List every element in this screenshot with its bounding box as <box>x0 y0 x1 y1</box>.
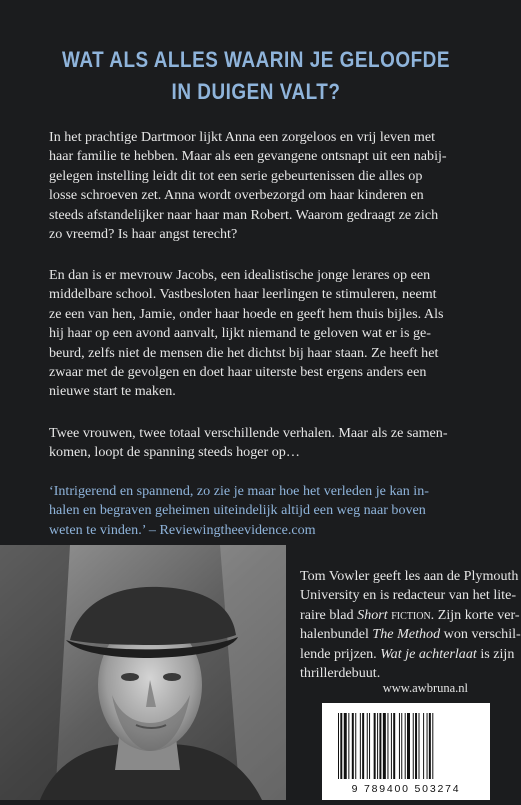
text-line: zo vreemd? Is haar angst terecht? <box>49 226 238 243</box>
text-line: In het prachtige Dartmoor lijkt Anna een zorgeloos en vrij leven met <box>49 129 436 145</box>
bio-title: Wat je achterlaat <box>380 645 477 662</box>
bio-line: University en is redacteur van het lite- <box>300 587 517 604</box>
text-line: zwaar met de gevolgen en doet haar uiterste best ergens anders een <box>49 364 427 381</box>
quote-line: halen en begraven geheimen uiteindelijk altijd een weg naar boven <box>49 502 426 519</box>
quote-line: weten te vinden.’ – Reviewingtheevidence.com <box>49 521 316 538</box>
text-line: ze een van hen, Jamie, onder haar hoede en geeft hem thuis bijles. Als <box>49 305 444 322</box>
bio-title: The Method <box>372 626 441 643</box>
text-line: beurd, zelfs niet de mensen die het dichtst bij haar staan. Ze heeft het <box>49 344 439 361</box>
synopsis-paragraph-3 <box>49 424 465 463</box>
headline <box>36 44 476 108</box>
text-line: Twee vrouwen, twee totaal verschillende verhalen. Maar als ze samen- <box>49 425 448 441</box>
text-line: haar familie te hebben. Maar als een gevangene ontsnapt uit een nabij- <box>49 148 447 165</box>
bio-title-smallcaps: fiction <box>391 606 431 623</box>
bio-line: thrillerdebuut. <box>300 665 381 682</box>
text-line: gelegen instelling leidt dit tot een serie gebeurtenissen die alles op <box>49 167 423 184</box>
publisher-url[interactable]: www.awbruna.nl <box>382 681 468 695</box>
quote-line: ‘Intrigerend en spannend, zo zie je maar hoe het verleden je kan in- <box>49 483 429 499</box>
text-line: middelbare school. Vastbesloten haar leerlingen te stimuleren, neemt <box>49 286 437 303</box>
bio-title: Short <box>357 606 392 623</box>
author-bio <box>300 567 521 683</box>
bio-text: raire blad <box>300 606 358 623</box>
bio-text: won verschil- <box>440 626 521 643</box>
synopsis-paragraph-2 <box>49 266 465 402</box>
text-line: steeds afstandelijker naar haar man Robert. Waarom gedraagt ze zich <box>49 206 439 223</box>
barcode-number: 9 789400 503274 <box>351 783 461 795</box>
bio-text: halenbundel <box>300 626 373 643</box>
review-quote <box>49 482 465 540</box>
bio-line: Tom Vowler geeft les aan de Plymouth <box>300 568 519 584</box>
bio-line <box>300 625 521 644</box>
text-line: nieuwe start te maken. <box>49 383 176 400</box>
text-line: En dan is er mevrouw Jacobs, een idealistische jonge lerares op een <box>49 267 431 283</box>
bio-text: lende prijzen. <box>300 645 381 662</box>
bio-line <box>300 645 515 664</box>
barcode <box>322 703 490 800</box>
text-line: losse schroeven zet. Anna wordt overbezorgd om haar kinderen en <box>49 187 424 204</box>
bio-line <box>300 606 520 625</box>
bio-text: . Zijn korte ver- <box>430 606 520 623</box>
synopsis-paragraph-1 <box>49 128 465 244</box>
text-line: komen, loopt de spanning steeds hoger op… <box>49 444 300 461</box>
author-photo <box>0 545 286 800</box>
headline-line-2: IN DUIGEN VALT? <box>171 79 341 104</box>
headline-line-1: WAT ALS ALLES WAARIN JE GELOOFDE <box>62 47 450 72</box>
bio-text: is zijn <box>476 645 515 662</box>
text-line: hij haar op een avond aanvalt, lijkt niemand te geloven wat er is ge- <box>49 325 431 342</box>
